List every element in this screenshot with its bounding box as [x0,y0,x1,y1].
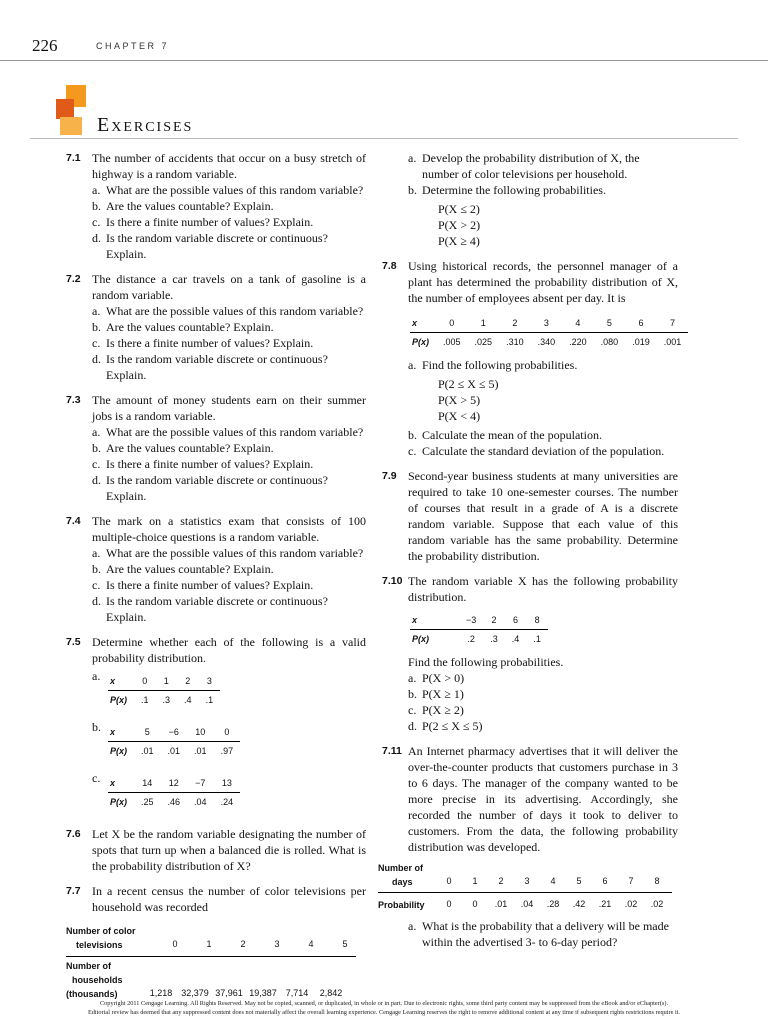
table-cell: 0 [436,314,468,333]
exercise-7-7 [66,883,366,915]
table-letter: b. [92,720,101,734]
exercise-part: d. P(2 ≤ X ≤ 5) [408,719,483,733]
p-header: P(x) [412,634,430,644]
exercise-7-1 [66,150,366,262]
exercise-number: 7.6 [66,828,81,840]
table-cell: .340 [537,337,556,347]
exercise-7-7-continued [382,150,678,249]
table-cell: 7,714 [285,988,309,998]
table-cell: .1 [141,695,149,705]
table-cell: .019 [632,337,650,347]
copyright-line: Copyright 2011 Cengage Learning. All Rights Reserved. May not be copied, scanned, or duplicated, in whole or in part. Due to electronic rights, some third party content may be suppressed from the eBook and/or eChapter(s). [99,1000,669,1007]
televisions-table [66,924,366,1001]
table-cell: 2 [177,672,199,691]
table-cell: 13 [214,774,241,793]
x-header: x [410,314,436,333]
exercise-text: In a recent census the number of color televisions per household was recorded [92,884,366,914]
table-cell: .025 [474,337,493,347]
probability-list [408,376,678,424]
table-cell: .25 [141,797,154,807]
probability-table [410,611,548,648]
table-cell: 1 [472,876,478,886]
exercise-text: The distance a car travels on a tank of gasoline is a random variable. [92,272,366,302]
x-header: x [108,672,134,691]
table-cell: 2 [240,939,246,949]
exercise-number: 7.7 [66,885,81,897]
exercise-part: c. Calculate the standard deviation of the population. [408,444,665,458]
table-cell: 4 [308,939,314,949]
exercise-number: 7.1 [66,152,81,164]
exercise-number: 7.2 [66,273,81,285]
row-label: Probability [378,900,425,910]
table-cell: 19,387 [249,988,277,998]
table-cell: 7 [628,876,634,886]
table-cell: .24 [220,797,234,807]
exercise-number: 7.9 [382,470,397,482]
exercise-part: a. Develop the probability distribution of X, the number of color televisions per household. [408,151,640,181]
exercise-number: 7.5 [66,636,81,648]
exercise-number: 7.8 [382,260,397,272]
exercise-part: b. Are the values countable? Explain. [92,199,274,213]
p-header: P(x) [110,695,128,705]
exercise-part: b. Are the values countable? Explain. [92,441,274,455]
table-cell: .01 [494,899,508,909]
table-letter: c. [92,771,101,785]
exercises-squares-icon [56,85,90,137]
exercise-text: The number of accidents that occur on a busy stretch of highway is a random variable. [92,151,366,181]
exercise-part: a. What are the possible values of this random variable? [92,304,364,318]
table-cell: 32,379 [181,988,209,998]
table-cell: −7 [187,774,214,793]
exercise-7-2 [66,271,366,383]
distribution-b [92,719,366,766]
table-cell: .01 [194,746,207,756]
table-cell: .04 [520,899,534,909]
exercise-instruction: Find the following probabilities. [408,655,564,669]
exercise-text: The amount of money students earn on their summer jobs is a random variable. [92,393,366,423]
copyright-line: Editorial review has deemed that any suppressed content does not materially affect the overall learning experience. Cengage Learning reserves the right to remove additional content at any time if subsequent rights restrictions require it. [87,1009,681,1016]
table-cell: 14 [134,774,161,793]
exercise-part: d. Is the random variable discrete or continuous? Explain. [92,594,328,624]
table-cell: 2 [498,876,504,886]
table-cell: 5 [342,939,348,949]
exercise-part: a. What are the possible values of this random variable? [92,425,364,439]
table-cell: .21 [598,899,612,909]
chapter-label: CHAPTER 7 [96,41,170,51]
exercise-part: a. What are the possible values of this random variable? [92,183,364,197]
x-header: x [108,774,134,793]
exercise-7-8 [382,258,682,459]
exercise-part: d. Is the random variable discrete or continuous? Explain. [92,231,328,261]
table-rule [378,892,672,893]
probability-expression: P(X ≥ 4) [438,234,480,248]
exercise-7-10 [382,573,678,734]
table-cell: 6 [505,611,527,630]
copyright-footer [8,999,760,1017]
table-cell: .02 [650,899,664,909]
exercise-7-4 [66,513,366,625]
section-title: Exercises [97,114,194,136]
exercise-text: The mark on a statistics exam that consists of 100 multiple-choice questions is a random variable. [92,514,366,544]
table-cell: 8 [654,876,660,886]
exercise-7-3 [66,392,366,504]
table-cell: 2,842 [319,988,343,998]
exercise-7-6 [66,826,366,874]
table-cell: 1 [156,672,178,691]
exercise-part: d. Is the random variable discrete or continuous? Explain. [92,352,328,382]
table-cell: 3 [531,314,563,333]
exercise-part: b. Determine the following probabilities. [408,183,606,197]
x-header: x [410,611,459,630]
delivery-days-table [378,861,678,912]
exercise-part: b. Are the values countable? Explain. [92,320,274,334]
table-cell: .97 [220,746,234,756]
probability-table [410,314,688,351]
exercise-7-11-parts [382,918,678,950]
table-cell: .4 [184,695,192,705]
table-cell: 3 [274,939,280,949]
table-cell: 3 [199,672,221,691]
exercise-part: c. Is there a finite number of values? Explain. [92,215,314,229]
table-letter: a. [92,669,101,683]
table-cell: .080 [600,337,619,347]
probability-expression: P(X > 2) [438,218,481,232]
table-cell: .3 [162,695,171,705]
exercise-number: 7.3 [66,394,81,406]
table-cell: 0 [172,939,178,949]
exercise-part: a. Find the following probabilities. [408,358,578,372]
header-rule [0,60,768,61]
probability-table [108,672,220,709]
table-cell: .4 [511,634,520,644]
exercise-part: c. P(X ≥ 2) [408,703,464,717]
table-cell: 8 [526,611,548,630]
distribution-a [92,668,366,715]
table-cell: .1 [533,634,541,644]
probability-expression: P(X ≤ 2) [438,202,480,216]
table-cell: 5 [576,876,582,886]
table-cell: 4 [562,314,594,333]
exercise-7-11 [382,743,678,855]
table-cell: .001 [663,337,682,347]
table-cell: 6 [625,314,657,333]
table-cell: 12 [161,774,188,793]
exercise-number: 7.10 [382,575,403,587]
table-cell: 2 [483,611,505,630]
table-cell: 1,218 [149,988,173,998]
exercise-part: c. Is there a finite number of values? Explain. [92,578,314,592]
exercise-text: Let X be the random variable designating the number of spots that turn up when a balanced die is rolled. What is the probability distribution of X? [92,827,366,873]
exercise-text: The random variable X has the following probability distribution. [408,574,678,604]
exercise-part: a. What are the possible values of this random variable? [92,546,364,560]
exercise-text: Determine whether each of the following is a valid probability distribution. [92,635,366,665]
exercise-part: c. Is there a finite number of values? Explain. [92,457,314,471]
right-column [378,150,682,959]
table-cell: 4 [550,876,556,886]
exercise-number: 7.11 [382,745,402,757]
table-cell: 37,961 [215,988,243,998]
table-cell: .01 [167,746,181,756]
exercise-part: b. P(X ≥ 1) [408,687,464,701]
table-cell: −6 [161,723,188,742]
table-cell: .3 [490,634,498,644]
left-column [66,150,366,1001]
table-cell: 0 [214,723,241,742]
exercise-part: a. What is the probability that a delivery will be made within the advertised 3- to 6-day period? [408,919,669,949]
distribution-c [92,770,366,817]
probability-expression: P(X < 4) [438,409,481,423]
table-cell: 0 [446,899,452,909]
exercise-part: b. Calculate the mean of the population. [408,428,602,442]
probability-table [108,774,240,811]
probability-table [108,723,240,760]
table-cell: −3 [459,611,483,630]
table-cell: .1 [205,695,214,705]
exercise-part: b. Are the values countable? Explain. [92,562,274,576]
exercise-part: a. P(X > 0) [408,671,465,685]
row-label: Number of households (thousands) [66,961,123,999]
page-number: 226 [32,36,58,55]
exercise-7-9 [382,468,678,564]
table-cell: 5 [594,314,626,333]
table-cell: 7 [657,314,689,333]
table-cell: 1 [206,939,212,949]
table-cell: .005 [443,337,461,347]
table-cell: .01 [141,746,154,756]
table-rule [66,956,356,957]
exercise-text: An Internet pharmacy advertises that it will deliver the over-the-counter products that customers purchase in 3 to 6 days. The manager of the company wanted to be more precise in its advertising. Accordingly, she recorded the number of days it took to deliver to customers. From the data, the following probability distribution was developed. [408,744,678,854]
table-cell: .42 [572,899,586,909]
table-cell: 5 [134,723,161,742]
row-label: Number of days [378,863,423,887]
exercise-text: Second-year business students at many universities are required to take 10 one-semester courses. The number of courses that result in a grade of A is a discrete random variable. Suppose that each value of this random variable has the same probability. Determine the probability distribution. [408,469,678,563]
table-cell: 6 [602,876,608,886]
table-cell: 1 [468,314,500,333]
exercise-part: d. Is the random variable discrete or continuous? Explain. [92,473,328,503]
table-cell: .04 [194,797,207,807]
row-label: Number of color televisions [66,926,136,950]
probability-expression: P(X > 5) [438,393,481,407]
table-cell: 2 [499,314,531,333]
p-header: P(x) [110,746,128,756]
p-header: P(x) [412,337,430,347]
table-cell: .02 [624,899,638,909]
table-cell: .28 [546,899,560,909]
table-cell: 3 [524,876,530,886]
table-cell: 10 [187,723,214,742]
table-cell: 0 [134,672,156,691]
table-cell: .2 [467,634,475,644]
exercise-part: c. Is there a finite number of values? Explain. [92,336,314,350]
probability-expression: P(2 ≤ X ≤ 5) [438,377,499,391]
exercise-7-5 [66,634,366,817]
x-header: x [108,723,134,742]
section-rule [30,138,738,139]
table-cell: .310 [506,337,524,347]
table-cell: 0 [446,876,452,886]
table-cell: 0 [472,899,478,909]
exercise-number: 7.4 [66,515,81,527]
exercise-text: Using historical records, the personnel manager of a plant has determined the probability distribution of X, the number of employees absent per day. It is [408,259,678,305]
p-header: P(x) [110,797,128,807]
table-cell: .46 [167,797,181,807]
probability-list [408,201,678,249]
table-cell: .220 [569,337,587,347]
